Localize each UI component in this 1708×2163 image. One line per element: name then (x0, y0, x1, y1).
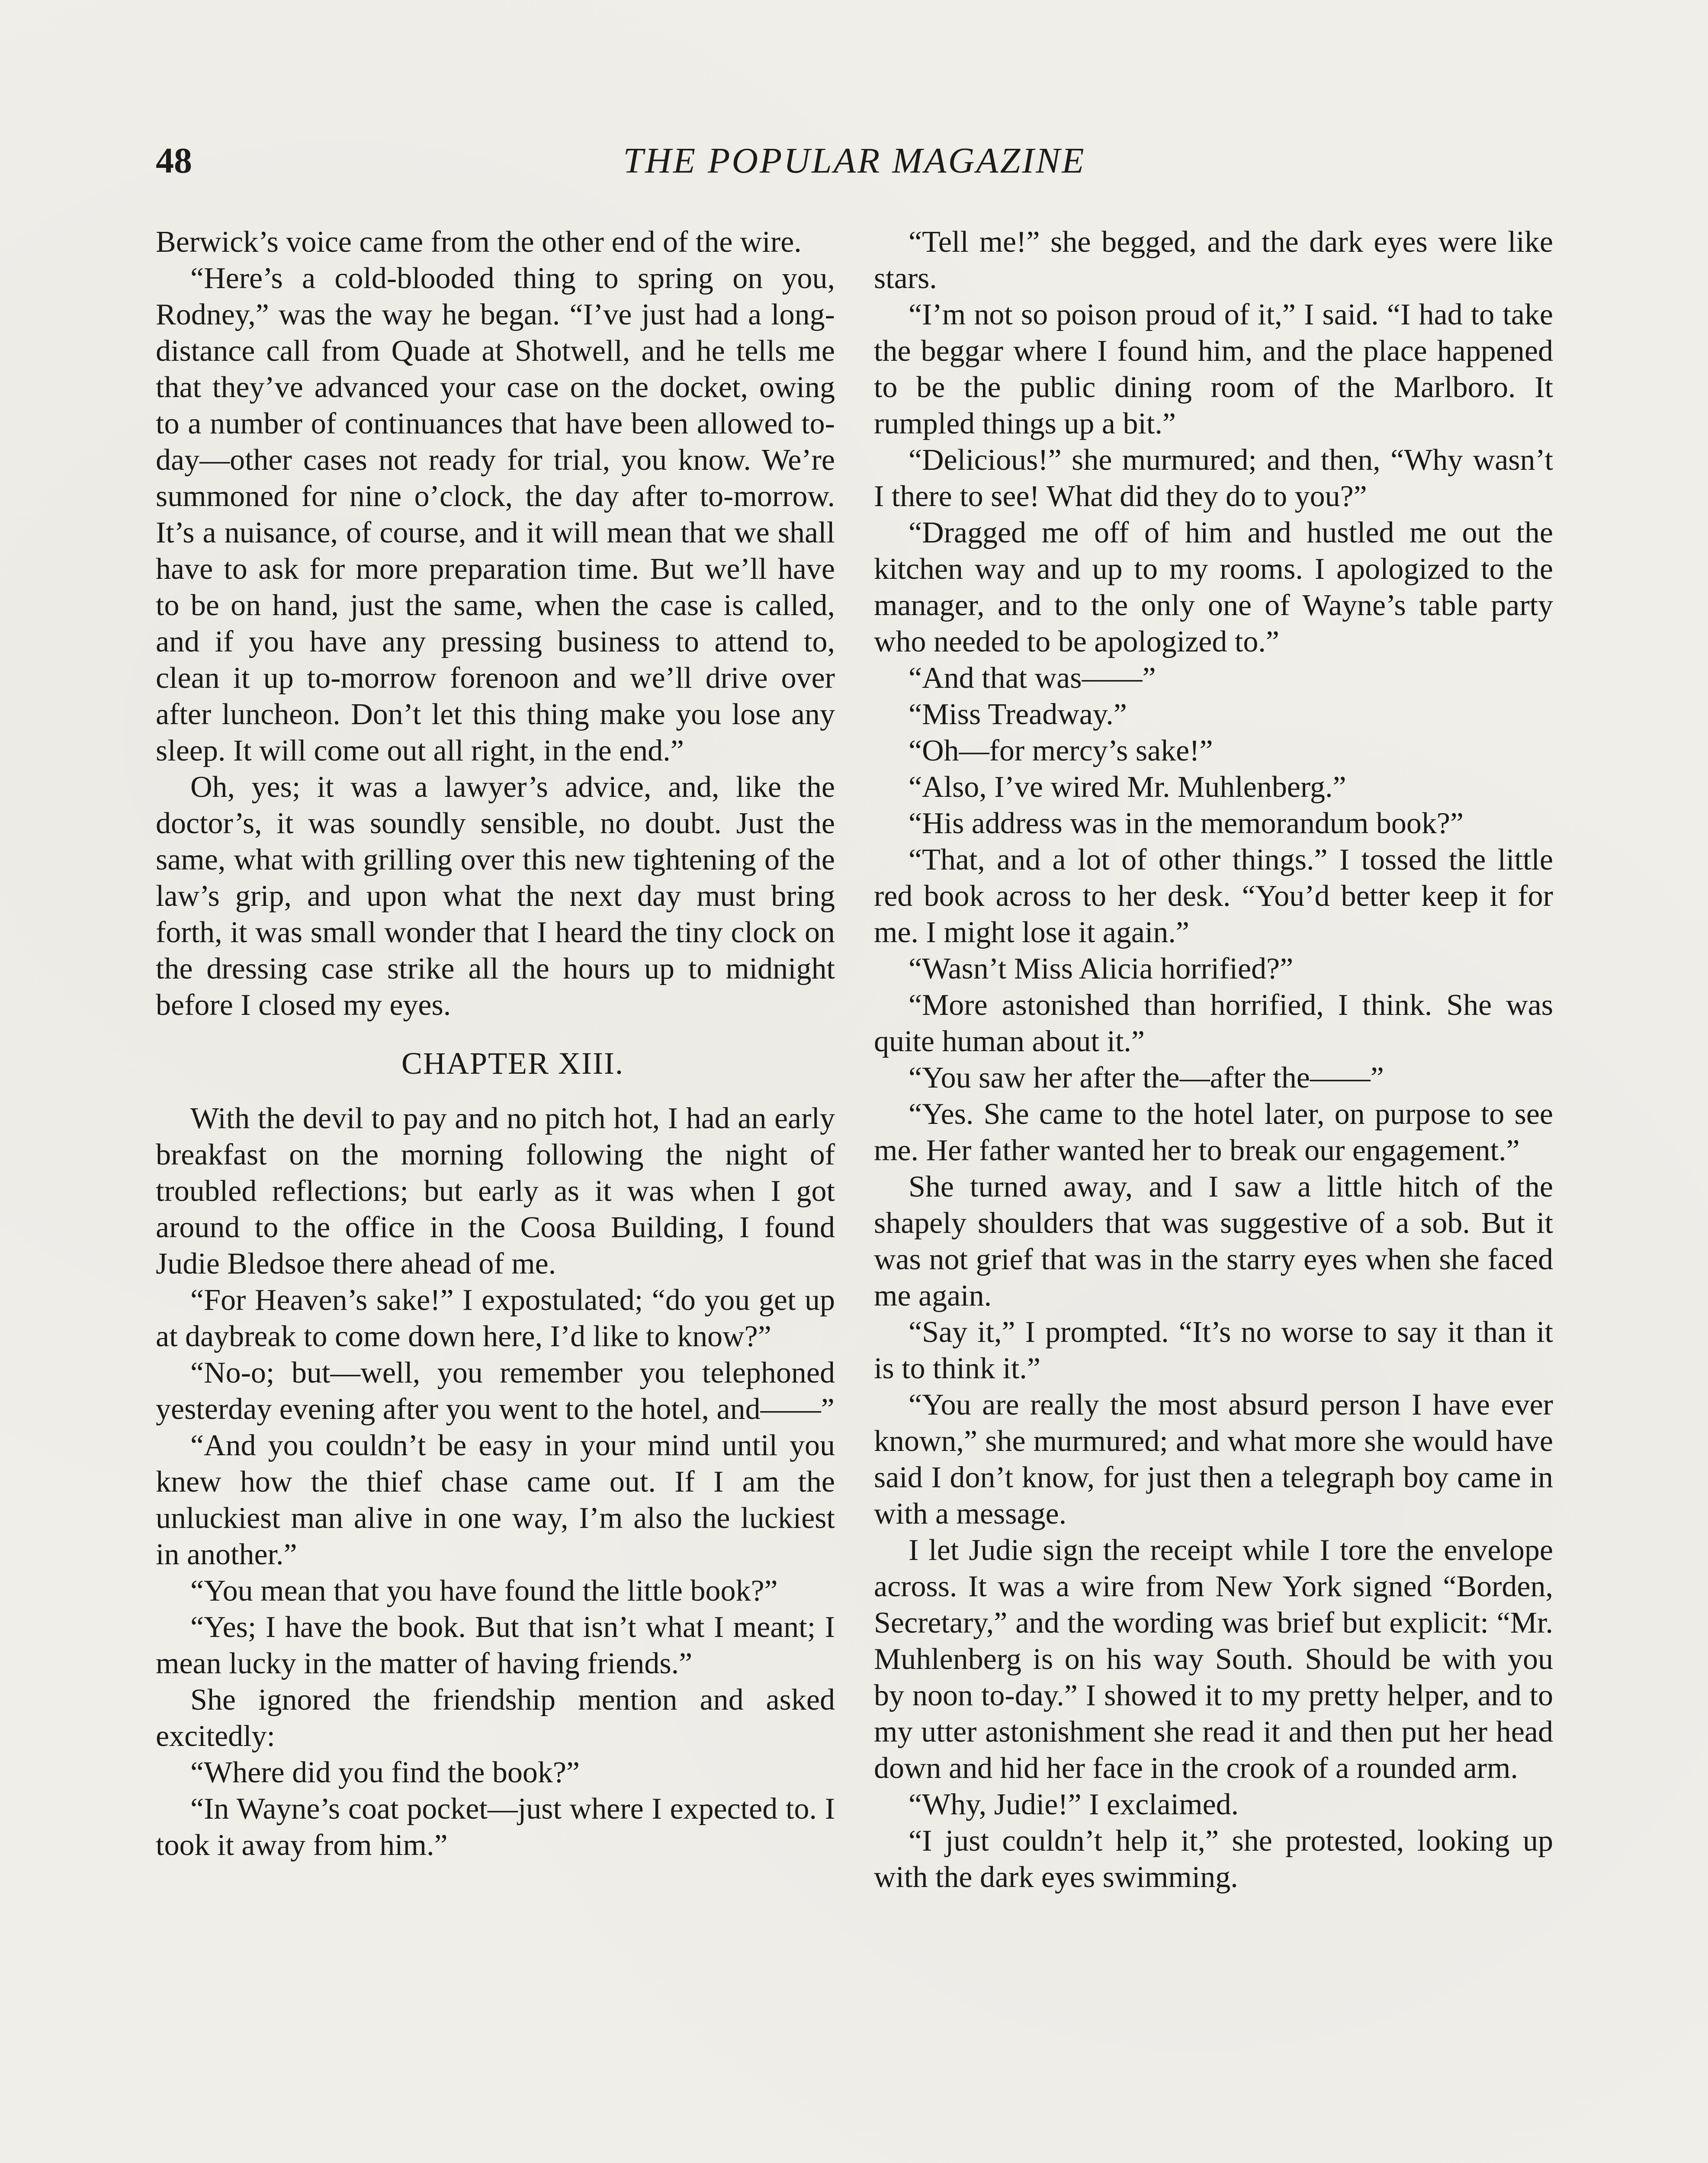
paragraph: With the devil to pay and no pitch hot, I had an early breakfast on the morning following the night of troubled reflections; but early as it was when I got around to the office in the Coosa Building, I found Judie Bledsoe there ahead of me. (156, 1102, 835, 1280)
running-head (156, 143, 1553, 195)
paragraph: “You saw her after the—after the——” (909, 1061, 1384, 1094)
paragraph: “Miss Treadway.” (909, 698, 1127, 731)
paragraph: “Yes; I have the book. But that isn’t what I meant; I mean lucky in the matter of having friends.” (156, 1611, 835, 1680)
paragraph: Berwick’s voice came from the other end of the wire. (156, 225, 802, 259)
paragraph: Oh, yes; it was a lawyer’s advice, and, like the doctor’s, it was soundly sensible, no doubt. Just the same, what with grilling over this new tightening of the law’s grip, and upon what the next day must bring forth, it was small wonder that I heard the tiny clock on the dressing case strike all the hours up to midnight before I closed my eyes. (156, 770, 835, 1022)
paragraph: “Also, I’ve wired Mr. Muhlenberg.” (909, 770, 1346, 804)
paragraph: “And that was——” (909, 661, 1156, 695)
paragraph: “I’m not so poison proud of it,” I said. “I had to take the beggar where I found him, and the place happened to be the public dining room of the Marlboro. It rumpled things up a bit.” (874, 298, 1553, 440)
paragraph: “You mean that you have found the little book?” (190, 1574, 778, 1608)
paragraph: “Delicious!” she murmured; and then, “Why wasn’t I there to see! What did they do to you?” (874, 443, 1553, 513)
paragraph: I let Judie sign the receipt while I tore the envelope across. It was a wire from New York signed “Borden, Secretary,” and the wording was brief but explicit: “Mr. Muhlenberg is on his way South. Should be with you by noon to-day.” I showed it to my pretty helper, and to my utter astonishment she read it and then put her head down and hid her face in the crook of a rounded arm. (874, 1534, 1553, 1785)
paragraph: “Yes. She came to the hotel later, on purpose to see me. Her father wanted her to break our engagement.” (874, 1098, 1553, 1167)
paragraph: “More astonished than horrified, I think. She was quite human about it.” (874, 988, 1553, 1058)
paragraph: “And you couldn’t be easy in your mind until you knew how the thief chase came out. If I am the unluckiest man alive in one way, I’m also the luckiest in another.” (156, 1429, 835, 1571)
left-text-column (156, 224, 835, 2163)
paragraph: “You are really the most absurd person I have ever known,” she murmured; and what more she would have said I don’t know, for just then a telegraph boy came in with a message. (874, 1388, 1553, 1531)
paragraph: “Tell me!” she begged, and the dark eyes were like stars. (874, 225, 1553, 295)
paragraph: “His address was in the memorandum book?” (909, 807, 1464, 840)
chapter-heading: CHAPTER XIII. (401, 1046, 624, 1081)
paragraph: “Dragged me off of him and hustled me out the kitchen way and up to my rooms. I apologized to the manager, and to the only one of Wayne’s table party who needed to be apologized to.” (874, 516, 1553, 658)
paragraph: “That, and a lot of other things.” I tossed the little red book across to her desk. “You’d better keep it for me. I might lose it again.” (874, 843, 1553, 949)
paragraph: “I just couldn’t help it,” she protested, looking up with the dark eyes swimming. (874, 1824, 1553, 1894)
paragraph: She turned away, and I saw a little hitch of the shapely shoulders that was suggestive of a sob. But it was not grief that was in the starry eyes when she faced me again. (874, 1170, 1553, 1313)
paragraph: “Say it,” I prompted. “It’s no worse to say it than it is to think it.” (874, 1316, 1553, 1385)
paragraph: She ignored the friendship mention and asked excitedly: (156, 1683, 835, 1753)
paragraph: “Wasn’t Miss Alicia horrified?” (909, 952, 1294, 985)
magazine-title: THE POPULAR MAGAZINE (623, 141, 1086, 181)
paragraph: “Oh—for mercy’s sake!” (909, 734, 1213, 767)
paragraph: “Why, Judie!” I exclaimed. (909, 1788, 1239, 1821)
page-number: 48 (156, 141, 192, 181)
paragraph: “No-o; but—well, you remember you telephoned yesterday evening after you went to the hotel, and——” (156, 1356, 835, 1426)
paragraph: “For Heaven’s sake!” I expostulated; “do you get up at daybreak to come down here, I’d like to know?” (156, 1284, 835, 1353)
paragraph: “Here’s a cold-blooded thing to spring on you, Rodney,” was the way he began. “I’ve just had a long-distance call from Quade at Shotwell, and he tells me that they’ve advanced your case on the docket, owing to a number of continuances that have been allowed to-day—other cases not ready for trial, you know. We’re summoned for nine o’clock, the day after to-morrow. It’s a nuisance, of course, and it will mean that we shall have to ask for more preparation time. But we’ll have to be on hand, just the same, when the case is called, and if you have any pressing business to attend to, clean it up to-morrow forenoon and we’ll drive over after luncheon. Don’t let this thing make you lose any sleep. It will come out all right, in the end.” (156, 262, 835, 767)
paragraph: “In Wayne’s coat pocket—just where I expected to. I took it away from him.” (156, 1792, 835, 1862)
right-text-column (874, 224, 1553, 2163)
paragraph: “Where did you find the book?” (190, 1756, 580, 1789)
